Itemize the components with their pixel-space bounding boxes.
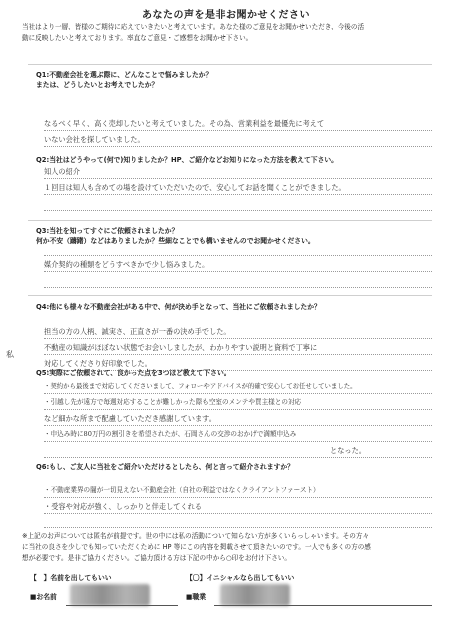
intro-line: 動に反映したいと考えております。率直なご意見・ご感想をお聞かせ下さい。 [22, 34, 253, 42]
section-divider [28, 64, 432, 65]
answer-q3-line: 媒介契約の種類をどうすべきかで少し悩みました。 [44, 260, 210, 269]
question-q1 [36, 70, 436, 90]
answer-q4-line: 不動産の知識がほぼない状態でお会いしましたが、わかりやすい説明と資料で丁寧に [44, 343, 318, 352]
question-label: Q1:不動産会社を選ぶ際に、どんなことで悩みましたか？ [36, 71, 213, 79]
consent-option-initial[interactable]: 【〇】イニシャルなら出してもいい [186, 574, 295, 582]
question-label: Q2:当社はどうやって(何で)知りましたか？HP、ご紹介などお知りになった方法を教えて下さい。 [36, 156, 338, 164]
answer-q4-line: 担当の方の人柄、誠実さ、正直さが一番の決め手でした。 [44, 327, 231, 336]
question-label: 何か不安（躊躇）などはありましたか？些細なことでも構いませんのでお聞かせください。 [36, 237, 315, 245]
answer-q6-line: ・不動産業界の闇が一切見えない不動産会社（自社の利益ではなくクライアントファースト） [44, 486, 320, 494]
answer-q4-line: 対応してくださり好印象でした。 [44, 359, 152, 368]
name-field-underline [66, 605, 178, 606]
question-label: または、どうしたいとお考えでしたか？ [36, 81, 159, 89]
question-label: Q4:他にも様々な不動産会社がある中で、何が決め手となって、当社にご依頼されましたか？ [36, 303, 321, 311]
note-line: に当社の良さを少しでも知っていただくために HP 等にこの内容を掲載させて頂きたいのです。一人でも多くの方の感 [22, 543, 371, 551]
answer-q5-line: ・契約から最後まで対応してくださいまして、フォローやアドバイスが的確で安心してお任せしていました。 [44, 382, 357, 390]
answer-q2-line: 知人の紹介 [44, 167, 80, 176]
privacy-note [22, 531, 436, 564]
name-field-redacted [70, 584, 150, 606]
job-field-label: ■職業 [186, 593, 207, 601]
answer-q5-line: など細かな所まで配慮していただき感謝しています。 [44, 414, 216, 423]
section-divider [28, 295, 432, 296]
name-field-label: ■お名前 [30, 593, 57, 601]
question-q5 [36, 368, 436, 378]
intro-line: 当社はより一層、皆様のご期待に応えていきたいと考えています。あなた様のご意見をお聞かせいただき、今後の活 [22, 23, 365, 31]
answer-q1-line: なるべく早く、高く売却したいと考えていました。その為、営業利益を最優先に考えて [44, 119, 325, 128]
question-q4 [36, 302, 436, 312]
question-q2 [36, 155, 436, 165]
note-line: 想が必要です。是非ご協力ください。ご協力頂ける方は下記の中から○印をお付け下さい。 [22, 554, 291, 562]
question-label: Q6:もし、ご友人に当社をご紹介いただけるとしたら、何と言って紹介されますか？ [36, 463, 294, 471]
answer-q6-line: ・受容や対応が強く、しっかりと伴走してくれる [44, 502, 202, 511]
question-q6 [36, 462, 436, 472]
answer-q2-line: １回目は知人も含めての場を設けていただいたので、安心してお話を聞くことができました。 [44, 183, 346, 192]
question-q3 [36, 226, 436, 246]
margin-mark: 私 [6, 350, 14, 359]
answer-q5-line: ・申込み時に80万円の割引きを希望されたが、石岡さんの交渉のおかげで満額申込み [44, 430, 297, 438]
intro-text [22, 22, 432, 44]
page-title: あなたの声を是非お聞かせください [142, 10, 310, 21]
section-divider [28, 220, 432, 221]
job-field-redacted [220, 584, 290, 606]
answer-q5-line: となった。 [330, 446, 366, 455]
answer-q1-line: いない会社を探していました。 [44, 135, 145, 144]
answer-q5-line: ・引越し先が遠方で毎週対応することが難しかった際も空室のメンテや買主様との対応 [44, 398, 302, 406]
job-field-underline [214, 605, 432, 606]
note-line: ※上記のお声については匿名が前提です。世の中には私の活動について知らない方が多くいらっしゃいます。その方々 [22, 532, 370, 540]
question-label: Q3:当社を知ってすぐにご依頼されましたか？ [36, 227, 179, 235]
question-label: Q5:実際にご依頼されて、良かった点を3つほど教えて下さい。 [36, 369, 231, 377]
consent-option-name[interactable]: 【 】名前を出してもいい [30, 574, 112, 582]
